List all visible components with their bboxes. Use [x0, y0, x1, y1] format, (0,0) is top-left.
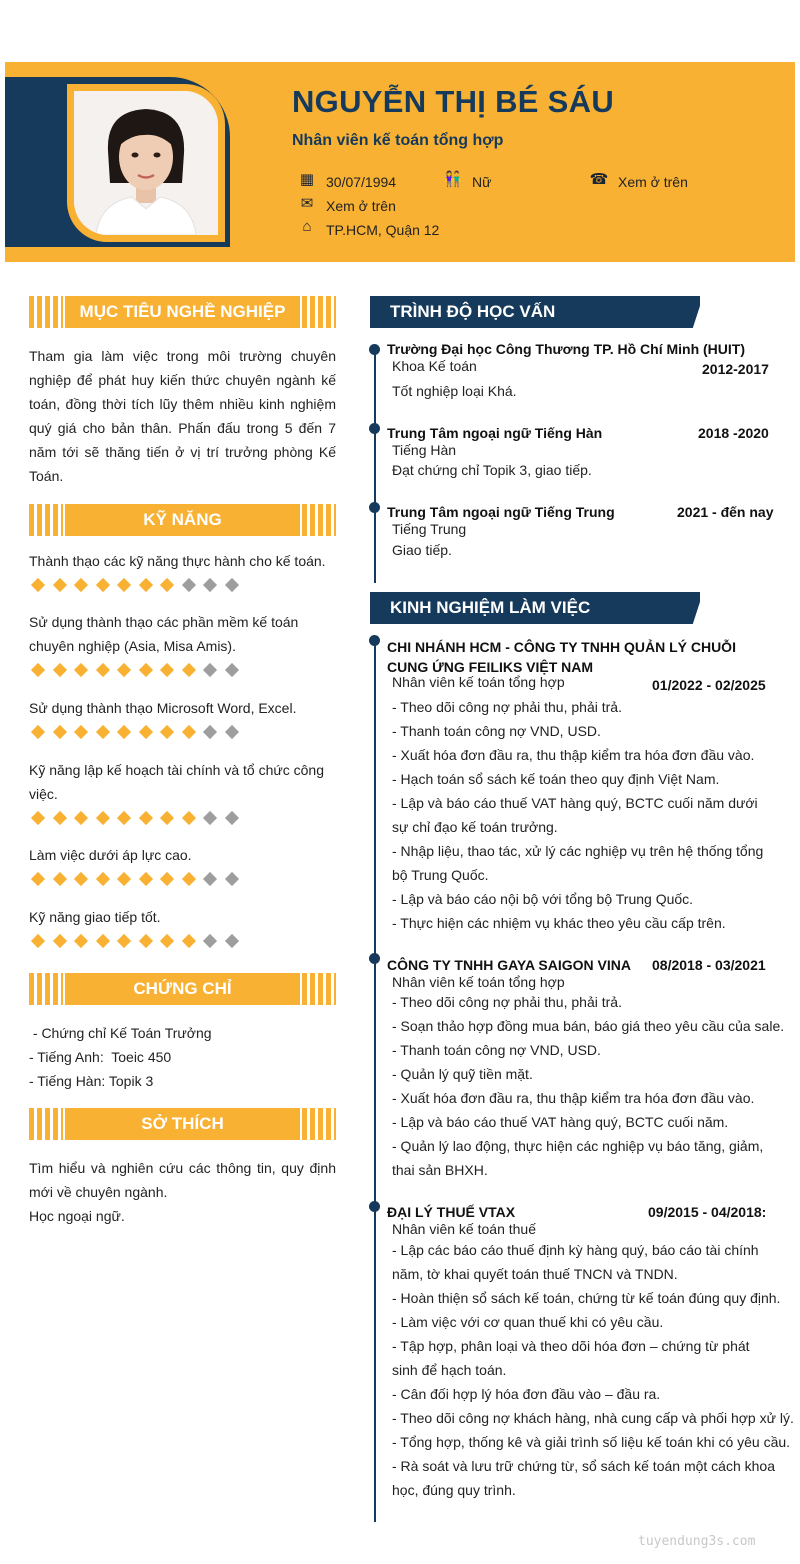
school-name: Trung Tâm ngoại ngữ Tiếng Trung	[387, 504, 615, 520]
experience-timeline	[374, 640, 376, 1522]
rating-diamond-empty	[203, 872, 217, 886]
rating-diamond-filled	[95, 934, 109, 948]
cv-header	[5, 62, 795, 262]
job-period: 01/2022 - 02/2025	[652, 677, 766, 693]
rating-diamond-filled	[160, 578, 174, 592]
job-task: - Lập các báo cáo thuế định kỳ hàng quý, báo cáo tài chính năm, tờ khai quyết toán thuế TNCN và TNDN.	[392, 1242, 759, 1282]
rating-diamond-filled	[95, 725, 109, 739]
rating-diamond-filled	[160, 872, 174, 886]
rating-diamond-filled	[52, 872, 66, 886]
job-position: Nhân viên kế toán tổng hợp	[392, 974, 565, 990]
rating-diamond-empty	[203, 663, 217, 677]
education-timeline	[374, 345, 376, 583]
school-major: Khoa Kế toán	[392, 358, 477, 374]
avatar	[74, 91, 218, 235]
timeline-dot	[369, 423, 380, 434]
job-title: Nhân viên kế toán tổng hợp	[292, 132, 504, 149]
rating-diamond-filled	[74, 811, 88, 825]
rating-diamond-empty	[203, 578, 217, 592]
rating-diamond-filled	[52, 578, 66, 592]
skill-item: Sử dụng thành thạo Microsoft Word, Excel.	[29, 700, 297, 716]
rating-diamond-empty	[224, 811, 238, 825]
home-icon: ⌂	[302, 218, 312, 235]
rating-diamond-filled	[138, 934, 152, 948]
rating-diamond-filled	[181, 872, 195, 886]
rating-diamond-filled	[52, 811, 66, 825]
email-icon: ✉	[300, 195, 314, 212]
rating-diamond-empty	[224, 663, 238, 677]
job-task: - Theo dõi công nợ khách hàng, nhà cung cấp và phối hợp xử lý.	[392, 1410, 794, 1426]
job-period: 08/2018 - 03/2021	[652, 957, 766, 973]
rating-diamond-empty	[203, 725, 217, 739]
rating-diamond-filled	[74, 663, 88, 677]
email-value: Xem ở trên	[326, 198, 396, 214]
job-task: - Cân đối hợp lý hóa đơn đầu vào – đầu ra.	[392, 1386, 661, 1402]
school-major: Tiếng Trung	[392, 521, 467, 537]
rating-diamond-filled	[117, 725, 131, 739]
objective-heading: MỤC TIÊU NGHỀ NGHIỆP	[29, 296, 336, 328]
skill-item: Kỹ năng lập kế hoạch tài chính và tổ chức công việc.	[29, 762, 325, 802]
education-heading: TRÌNH ĐỘ HỌC VẤN	[370, 296, 700, 328]
company-name: CHI NHÁNH HCM - CÔNG TY TNHH QUẢN LÝ CHUỖI CUNG ỨNG FEILIKS VIỆT NAM	[387, 639, 736, 675]
job-task: - Tổng hợp, thống kê và giải trình số liệu kế toán khi có yêu cầu.	[392, 1434, 791, 1450]
skill-item: Sử dụng thành thạo các phần mềm kế toán chuyên nghiệp (Asia, Misa Amis).	[29, 614, 299, 654]
skill-item: Thành thạo các kỹ năng thực hành cho kế toán.	[29, 553, 326, 569]
rating-diamond-filled	[31, 934, 45, 948]
job-task: - Nhập liệu, thao tác, xử lý các nghiệp vụ trên hệ thống tổng bộ Trung Quốc.	[392, 843, 764, 883]
rating-diamond-filled	[160, 663, 174, 677]
gender-icon: 👫	[443, 171, 463, 188]
school-period: 2018 -2020	[698, 425, 769, 441]
school-period: 2021 - đến nay	[677, 504, 774, 520]
rating-diamond-filled	[160, 934, 174, 948]
hobby-item: Học ngoại ngữ.	[29, 1208, 125, 1224]
job-task: - Hạch toán sổ sách kế toán theo quy định Việt Nam.	[392, 771, 720, 787]
rating-diamond-filled	[138, 872, 152, 886]
job-task: - Quản lý quỹ tiền mặt.	[392, 1066, 533, 1082]
rating-diamond-filled	[95, 578, 109, 592]
skill-item: Kỹ năng giao tiếp tốt.	[29, 909, 161, 925]
rating-diamond-filled	[181, 811, 195, 825]
school-desc: Đạt chứng chỉ Topik 3, giao tiếp.	[392, 462, 592, 478]
certificate-item: - Tiếng Hàn: Topik 3	[29, 1073, 154, 1089]
rating-diamond-filled	[74, 578, 88, 592]
timeline-dot	[369, 1201, 380, 1212]
address-value: TP.HCM, Quận 12	[326, 222, 440, 238]
job-task: - Quản lý lao động, thực hiện các nghiệp vụ báo tăng, giảm, thai sản BHXH.	[392, 1138, 764, 1178]
rating-diamond-empty	[224, 725, 238, 739]
timeline-dot	[369, 502, 380, 513]
rating-diamond-filled	[138, 663, 152, 677]
rating-diamond-filled	[31, 578, 45, 592]
rating-diamond-filled	[31, 725, 45, 739]
calendar-icon: ▦	[299, 171, 315, 188]
rating-diamond-filled	[52, 663, 66, 677]
rating-diamond-filled	[117, 934, 131, 948]
rating-diamond-filled	[74, 934, 88, 948]
company-name: CÔNG TY TNHH GAYA SAIGON VINA	[387, 957, 632, 973]
rating-diamond-filled	[95, 872, 109, 886]
job-task: - Rà soát và lưu trữ chứng từ, sổ sách kế toán một cách khoa học, đúng quy trình.	[392, 1458, 775, 1498]
rating-diamond-filled	[138, 725, 152, 739]
certificate-item: - Tiếng Anh: Toeic 450	[29, 1049, 172, 1065]
timeline-dot	[369, 953, 380, 964]
job-task: - Thực hiện các nhiệm vụ khác theo yêu cầu cấp trên.	[392, 915, 726, 931]
gender-value: Nữ	[472, 174, 492, 190]
timeline-dot	[369, 635, 380, 646]
rating-diamond-filled	[117, 872, 131, 886]
rating-diamond-filled	[160, 811, 174, 825]
job-task: - Xuất hóa đơn đầu ra, thu thập kiểm tra hóa đơn đầu vào.	[392, 747, 755, 763]
job-period: 09/2015 - 04/2018:	[648, 1204, 767, 1220]
rating-diamond-filled	[31, 872, 45, 886]
rating-diamond-filled	[181, 934, 195, 948]
hobbies-heading: SỞ THÍCH	[29, 1108, 336, 1140]
school-name: Trường Đại học Công Thương TP. Hồ Chí Minh (HUIT)	[387, 341, 745, 357]
rating-diamond-empty	[224, 934, 238, 948]
rating-diamond-filled	[74, 872, 88, 886]
job-task: - Theo dõi công nợ phải thu, phải trả.	[392, 699, 622, 715]
objective-text: Tham gia làm việc trong môi trường chuyên nghiệp để phát huy kiến thức chuyên ngành kế toán, đồng thời tích lũy thêm nhiều kinh nghiệm quý giá cho bản thân. Phấn đấu trong 5 đến 7 năm tới sẽ thăng tiến ở vị trí trưởng phòng Kế Toán.	[29, 348, 336, 484]
rating-diamond-empty	[224, 872, 238, 886]
job-task: - Lập và báo cáo thuế VAT hàng quý, BCTC cuối năm.	[392, 1114, 729, 1130]
school-major: Tiếng Hàn	[392, 442, 457, 458]
job-task: - Thanh toán công nợ VND, USD.	[392, 723, 601, 739]
certificate-item: - Chứng chỉ Kế Toán Trưởng	[29, 1025, 212, 1041]
rating-diamond-empty	[181, 578, 195, 592]
certificates-heading: CHỨNG CHỈ	[29, 973, 336, 1005]
job-task: - Hoàn thiện sổ sách kế toán, chứng từ kế toán đúng quy định.	[392, 1290, 781, 1306]
job-task: - Soạn thảo hợp đồng mua bán, báo giá theo yêu cầu của sale.	[392, 1018, 785, 1034]
job-position: Nhân viên kế toán tổng hợp	[392, 674, 565, 690]
school-desc: Tốt nghiệp loại Khá.	[392, 383, 517, 399]
rating-diamond-empty	[203, 811, 217, 825]
phone-value: Xem ở trên	[618, 174, 688, 190]
rating-diamond-filled	[74, 725, 88, 739]
rating-diamond-filled	[95, 663, 109, 677]
rating-diamond-filled	[95, 811, 109, 825]
school-period: 2012-2017	[702, 361, 769, 377]
dob-value: 30/07/1994	[326, 174, 397, 190]
experience-heading: KINH NGHIỆM LÀM VIỆC	[370, 592, 700, 624]
rating-diamond-filled	[52, 934, 66, 948]
job-task: - Thanh toán công nợ VND, USD.	[392, 1042, 601, 1058]
rating-diamond-filled	[31, 811, 45, 825]
rating-diamond-empty	[224, 578, 238, 592]
job-task: - Lập và báo cáo nội bộ với tổng bộ Trung Quốc.	[392, 891, 694, 907]
rating-diamond-filled	[31, 663, 45, 677]
company-name: ĐẠI LÝ THUẾ VTAX	[387, 1204, 516, 1220]
rating-diamond-filled	[160, 725, 174, 739]
rating-diamond-empty	[203, 934, 217, 948]
photo-frame	[67, 84, 225, 242]
school-desc: Giao tiếp.	[392, 542, 452, 558]
candidate-name: NGUYỄN THỊ BÉ SÁU	[292, 84, 615, 119]
skills-heading: KỸ NĂNG	[29, 504, 336, 536]
rating-diamond-filled	[117, 663, 131, 677]
watermark: tuyendung3s.com	[638, 1534, 756, 1549]
rating-diamond-filled	[117, 811, 131, 825]
rating-diamond-filled	[181, 663, 195, 677]
rating-diamond-filled	[138, 578, 152, 592]
job-task: - Xuất hóa đơn đầu ra, thu thập kiểm tra hóa đơn đầu vào.	[392, 1090, 755, 1106]
hobby-item: Tìm hiểu và nghiên cứu các thông tin, quy định mới về chuyên ngành.	[29, 1160, 336, 1200]
skill-item: Làm việc dưới áp lực cao.	[29, 847, 192, 863]
job-task: - Lập và báo cáo thuế VAT hàng quý, BCTC cuối năm dưới sự chỉ đạo kế toán trưởng.	[392, 795, 758, 835]
rating-diamond-filled	[52, 725, 66, 739]
timeline-dot	[369, 344, 380, 355]
rating-diamond-filled	[117, 578, 131, 592]
job-task: - Làm việc với cơ quan thuế khi có yêu cầu.	[392, 1314, 664, 1330]
job-task: - Theo dõi công nợ phải thu, phải trả.	[392, 994, 622, 1010]
phone-icon: ☎	[589, 171, 609, 188]
job-task: - Tập hợp, phân loại và theo dõi hóa đơn – chứng từ phát sinh để hạch toán.	[392, 1338, 750, 1378]
school-name: Trung Tâm ngoại ngữ Tiếng Hàn	[387, 425, 603, 441]
job-position: Nhân viên kế toán thuế	[392, 1221, 536, 1237]
rating-diamond-filled	[138, 811, 152, 825]
rating-diamond-filled	[181, 725, 195, 739]
